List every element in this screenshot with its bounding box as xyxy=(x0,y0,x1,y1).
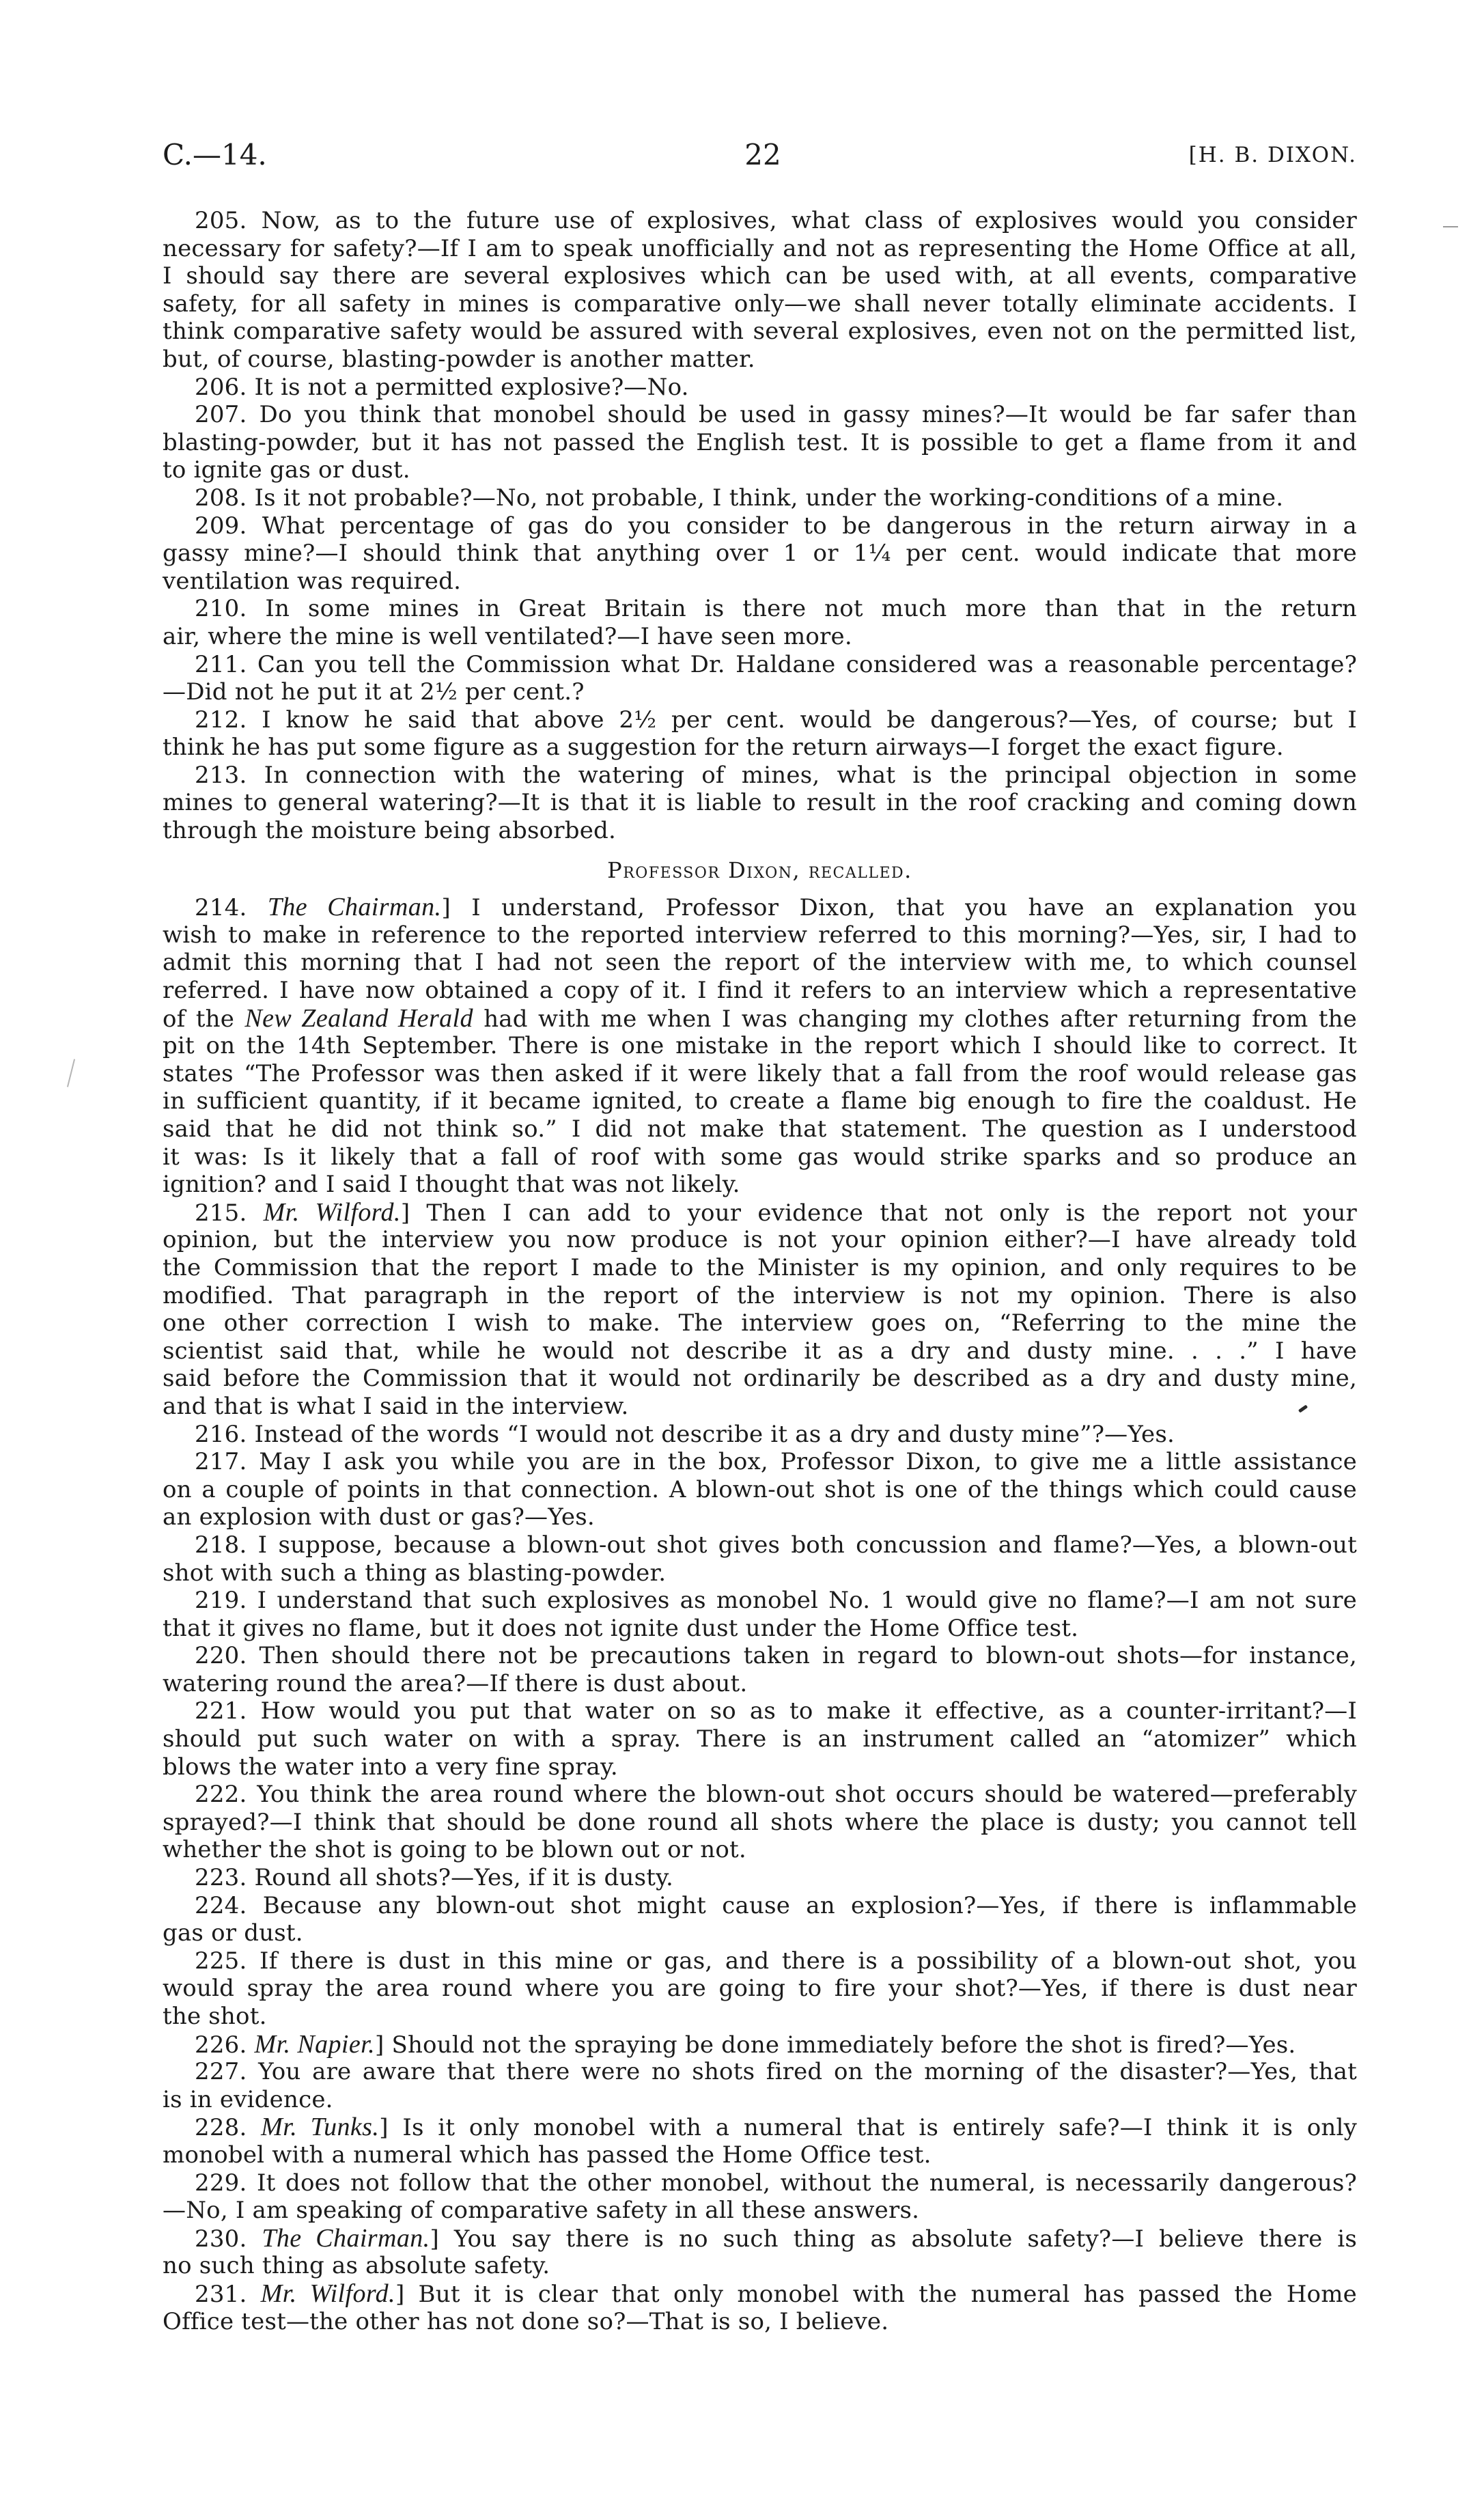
text-line: 210. In some mines in Great Britain is there not much more than that in the return xyxy=(195,595,1357,623)
text-line: 216. Instead of the words “I would not describe it as a dry and dusty mine”?—Yes. xyxy=(195,1420,1175,1448)
text-line: the Commission that the report I made to the Minister is my opinion, and only requires to be xyxy=(163,1253,1357,1281)
text-line: ignition? and I said I thought that was not likely. xyxy=(163,1171,740,1199)
text-line: one other correction I wish to make. The interview goes on, “Referring to the mine the xyxy=(163,1309,1357,1337)
text-segment: 231. xyxy=(195,2280,261,2308)
text-line: 217. May I ask you while you are in the box, Professor Dixon, to give me a little assistance xyxy=(195,1448,1357,1476)
question-209 xyxy=(163,512,1357,596)
text-line xyxy=(163,1199,1357,1227)
text-line: wish to make in reference to the reported interview referred to this morning?—Yes, sir, I had to xyxy=(163,921,1357,949)
text-line: —Did not he put it at 2½ per cent.? xyxy=(163,678,585,706)
text-line: Office test—the other has not done so?—That is so, I believe. xyxy=(163,2307,889,2335)
text-line: said that he did not think so.” I did not make that statement. The question as I understood xyxy=(163,1115,1357,1143)
text-segment: ] You say there is no such thing as absolute safety?—I believe there is xyxy=(430,2225,1357,2253)
text-line: modified. That paragraph in the report of the interview is not my opinion. There is also xyxy=(163,1281,1357,1309)
text-line: —No, I am speaking of comparative safety in all these answers. xyxy=(163,2197,920,2225)
text-line: 207. Do you think that monobel should be used in gassy mines?—It would be far safer than xyxy=(195,401,1357,429)
question-221 xyxy=(163,1697,1357,1781)
question-206 xyxy=(163,374,1357,402)
question-228 xyxy=(163,2113,1357,2169)
text-line: it was: Is it likely that a fall of roof with some gas would strike sparks and so produce an xyxy=(163,1143,1357,1171)
text-line: admit this morning that I had not seen the report of the interview with me, to which counsel xyxy=(163,949,1357,977)
question-217 xyxy=(163,1448,1357,1531)
text-line: air, where the mine is well ventilated?—I have seen more. xyxy=(163,622,852,650)
question-218 xyxy=(163,1531,1357,1587)
text-line xyxy=(163,2031,1357,2059)
text-line: on a couple of points in that connection. A blown-out shot is one of the things which could cause xyxy=(163,1475,1357,1503)
text-segment: ] But it is clear that only monobel with the numeral has passed the Home xyxy=(395,2280,1357,2308)
text-line: think comparative safety would be assured with several explosives, even not on the permitted list, xyxy=(163,318,1357,346)
question-215 xyxy=(163,1199,1357,1421)
text-line: 227. You are aware that there were no shots fired on the morning of the disaster?—Yes, that xyxy=(195,2058,1357,2086)
text-line xyxy=(163,2280,1357,2308)
text-line: 206. It is not a permitted explosive?—No. xyxy=(195,373,689,401)
text-segment: 228. xyxy=(195,2114,262,2142)
text-line: blasting-powder, but it has not passed the English test. It is possible to get a flame from it and xyxy=(163,428,1357,456)
text-line: and that is what I said in the interview. xyxy=(163,1392,629,1420)
text-line: whether the shot is going to be blown out or not. xyxy=(163,1836,746,1864)
speaker-name: Mr. Tunks. xyxy=(261,2113,380,2142)
page-number: 22 xyxy=(744,138,781,171)
text-line: 205. Now, as to the future use of explosives, what class of explosives would you consider xyxy=(195,207,1357,234)
text-line: gassy mine?—I should think that anything over 1 or 1¼ per cent. would indicate that more xyxy=(163,540,1357,568)
text-segment: 215. xyxy=(195,1199,264,1227)
speaker-name: The Chairman. xyxy=(262,2223,430,2253)
question-208 xyxy=(163,484,1357,512)
text-line: to ignite gas or dust. xyxy=(163,456,410,484)
text-line: gas or dust. xyxy=(163,1919,303,1947)
text-line xyxy=(163,1005,1357,1033)
question-223 xyxy=(163,1864,1357,1892)
newspaper-title: New Zealand Herald xyxy=(244,1003,473,1033)
text-line: 209. What percentage of gas do you consider to be dangerous in the return airway in a xyxy=(195,512,1357,540)
question-220 xyxy=(163,1642,1357,1697)
evidence-text xyxy=(163,207,1357,2335)
speaker-name: Mr. Napier. xyxy=(254,2029,375,2059)
text-line: an explosion with dust or gas?—Yes. xyxy=(163,1503,595,1531)
text-line: watering round the area?—If there is dust about. xyxy=(163,1669,748,1697)
text-line: pit on the 14th September. There is one mistake in the report which I should like to correct. It xyxy=(163,1032,1357,1060)
text-segment: ] Is it only monobel with a numeral that is entirely safe?—I think it is only xyxy=(379,2114,1358,2142)
text-line: 229. It does not follow that the other monobel, without the numeral, is necessarily dangerous? xyxy=(195,2169,1357,2197)
question-231 xyxy=(163,2280,1357,2335)
text-line: 224. Because any blown-out shot might cause an explosion?—Yes, if there is inflammable xyxy=(195,1891,1357,1919)
text-line: 221. How would you put that water on so as to make it effective, as a counter-irritant?—I xyxy=(195,1697,1357,1725)
text-line: 223. Round all shots?—Yes, if it is dusty. xyxy=(195,1864,674,1892)
text-line: in sufficient quantity, if it became ignited, to create a flame big enough to fire the coaldust. He xyxy=(163,1087,1357,1115)
text-line: opinion, but the interview you now produce is not your opinion either?—I have already told xyxy=(163,1226,1357,1254)
text-line: 211. Can you tell the Commission what Dr. Haldane considered was a reasonable percentage? xyxy=(195,650,1357,678)
text-segment: 230. xyxy=(195,2225,262,2253)
text-line: states “The Professor was then asked if it were likely that a fall from the roof would release gas xyxy=(163,1059,1357,1087)
question-216 xyxy=(163,1421,1357,1449)
text-line: 220. Then should there not be precautions taken in regard to blown-out shots—for instance, xyxy=(195,1642,1357,1670)
question-213 xyxy=(163,762,1357,845)
text-line: that it gives no flame, but it does not ignite dust under the Home Office test. xyxy=(163,1614,1079,1642)
running-head xyxy=(163,135,1357,175)
text-segment: of the xyxy=(163,1005,245,1033)
text-line: 219. I understand that such explosives as monobel No. 1 would give no flame?—I am not sure xyxy=(195,1587,1357,1615)
question-210 xyxy=(163,595,1357,650)
text-line: 218. I suppose, because a blown-out shot gives both concussion and flame?—Yes, a blown-out xyxy=(195,1531,1357,1559)
text-line: think he has put some figure as a suggestion for the return airways—I forget the exact figure. xyxy=(163,734,1284,762)
text-line: the shot. xyxy=(163,2003,267,2030)
speaker-name: The Chairman. xyxy=(267,893,442,922)
text-line: ventilation was required. xyxy=(163,567,462,595)
text-segment: 226. xyxy=(195,2031,255,2059)
text-line: I should say there are several explosives which can be used with, at all events, comparative xyxy=(163,262,1357,290)
text-segment: had with me when I was changing my clothes after returning from the xyxy=(473,1005,1357,1033)
text-line: through the moisture being absorbed. xyxy=(163,817,617,845)
text-line: scientist said that, while he would not describe it as a dry and dusty mine. . . .” I have xyxy=(163,1337,1357,1365)
speaker-name: Mr. Wilford. xyxy=(263,1197,401,1227)
text-line: monobel with a numeral which has passed the Home Office test. xyxy=(163,2141,932,2169)
text-line: necessary for safety?—If I am to speak unofficially and not as representing the Home Office at all, xyxy=(163,234,1357,262)
question-211 xyxy=(163,651,1357,706)
evidence-block-continued xyxy=(163,207,1357,845)
question-205 xyxy=(163,207,1357,374)
text-line xyxy=(163,893,1357,921)
question-219 xyxy=(163,1587,1357,1642)
question-227 xyxy=(163,2058,1357,2113)
text-line: 212. I know he said that above 2½ per cent. would be dangerous?—Yes, of course; but I xyxy=(195,706,1357,734)
text-line: safety, for all safety in mines is comparative only—we shall never totally eliminate accidents. I xyxy=(163,290,1357,318)
text-line: but, of course, blasting-powder is another matter. xyxy=(163,345,755,373)
witness-name: [H. B. DIXON. xyxy=(1188,143,1357,167)
text-line xyxy=(163,2113,1357,2141)
text-line xyxy=(163,2225,1357,2253)
question-225 xyxy=(163,1947,1357,2031)
text-segment: ] Should not the spraying be done immediately before the shot is fired?—Yes. xyxy=(375,2031,1296,2059)
document-reference: C.—14. xyxy=(163,138,267,171)
question-230 xyxy=(163,2225,1357,2280)
text-line: 208. Is it not probable?—No, not probable, I think, under the working-conditions of a mine. xyxy=(195,484,1284,512)
question-222 xyxy=(163,1781,1357,1864)
question-207 xyxy=(163,401,1357,484)
text-line: is in evidence. xyxy=(163,2085,333,2113)
text-line: should put such water on with a spray. There is an instrument called an “atomizer” which xyxy=(163,1725,1357,1753)
question-214 xyxy=(163,893,1357,1199)
question-212 xyxy=(163,706,1357,762)
text-segment: ] I understand, Professor Dixon, that you have an explanation you xyxy=(441,894,1357,922)
question-224 xyxy=(163,1892,1357,1947)
evidence-block-recalled xyxy=(163,893,1357,2335)
section-heading: Professor Dixon, recalled. xyxy=(607,857,912,883)
text-line: 225. If there is dust in this mine or gas, and there is a possibility of a blown-out shot, you xyxy=(195,1947,1357,1975)
speaker-name: Mr. Wilford. xyxy=(260,2279,395,2308)
text-line: sprayed?—I think that should be done round all shots where the place is dusty; you cannot tell xyxy=(163,1808,1357,1836)
text-line: said before the Commission that it would not ordinarily be described as a dry and dusty mine, xyxy=(163,1365,1357,1393)
text-line: mines to general watering?—It is that it is liable to result in the roof cracking and coming down xyxy=(163,789,1357,817)
text-segment: ] Then I can add to your evidence that not only is the report not your xyxy=(400,1199,1358,1227)
text-line: 222. You think the area round where the blown-out shot occurs should be watered—preferably xyxy=(195,1781,1357,1809)
text-line: would spray the area round where you are going to fire your shot?—Yes, if there is dust near xyxy=(163,1975,1357,2003)
margin-stroke-mark xyxy=(67,1059,75,1087)
margin-dash-mark xyxy=(1443,226,1458,227)
question-229 xyxy=(163,2169,1357,2225)
text-line: blows the water into a very fine spray. xyxy=(163,1753,618,1781)
text-segment: 214. xyxy=(195,894,268,922)
text-line: shot with such a thing as blasting-powder. xyxy=(163,1559,667,1587)
text-line: referred. I have now obtained a copy of it. I find it refers to an interview which a representative xyxy=(163,977,1357,1005)
text-line: 213. In connection with the watering of mines, what is the principal objection in some xyxy=(195,761,1357,789)
text-line: no such thing as absolute safety. xyxy=(163,2252,550,2280)
question-226 xyxy=(163,2031,1357,2059)
